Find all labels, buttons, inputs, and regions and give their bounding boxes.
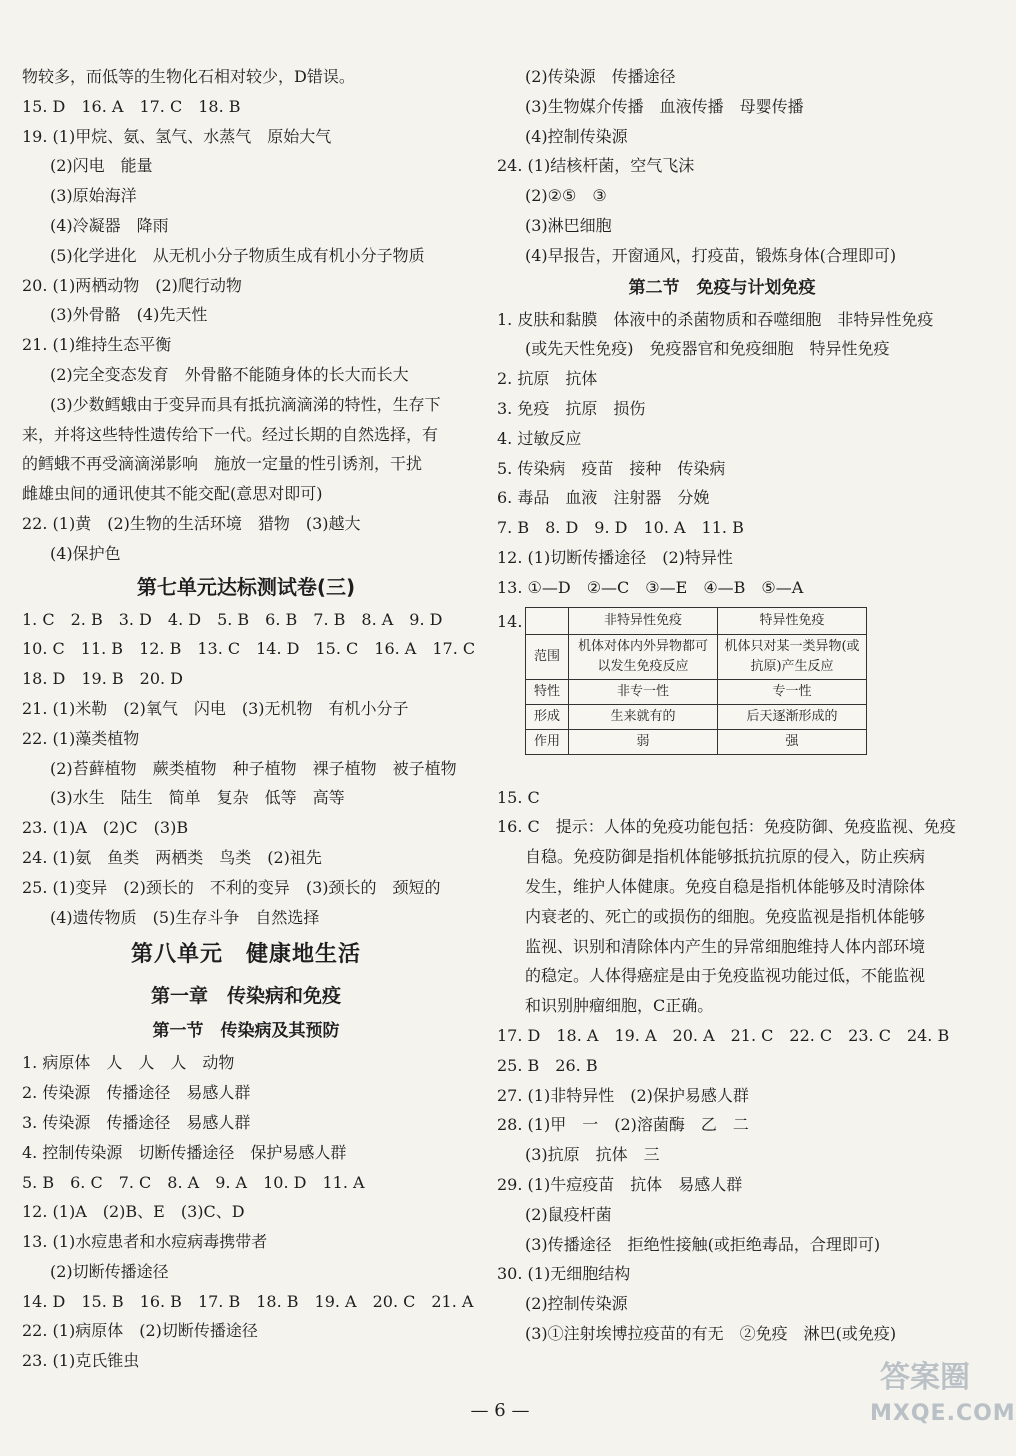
answer-line: (3)水生 陆生 简单 复杂 低等 高等 <box>50 788 345 808</box>
answer-line: (4)控制传染源 <box>525 126 628 146</box>
table-cell: 范围 <box>526 634 569 679</box>
table-row <box>526 729 867 754</box>
answer-line: 25. B 26. B <box>497 1055 598 1075</box>
answer-line: 18. D 19. B 20. D <box>22 669 184 689</box>
answer-line: 6. 毒品 血液 注射器 分娩 <box>497 488 710 508</box>
answer-line: 22. (1)黄 (2)生物的生活环境 猎物 (3)越大 <box>22 513 361 533</box>
right-answers-part2 <box>497 364 947 602</box>
answer-line: 发生，维护人体健康。免疫自稳是指机体能够及时清除体 <box>525 876 926 896</box>
immunity-table-block <box>497 607 947 783</box>
answer-line: 内衰老的、死亡的或损伤的细胞。免疫监视是指机体能够 <box>525 906 926 926</box>
answer-line: (2)完全变态发育 外骨骼不能随身体的长大而长大 <box>50 364 409 384</box>
answer-line: 和识别肿瘤细胞，C正确。 <box>525 996 714 1016</box>
answer-line: (2)闪电 能量 <box>50 156 153 176</box>
answer-line: 19. (1)甲烷、氨、氢气、水蒸气 原始大气 <box>22 126 332 146</box>
answer-line: 22. (1)藻类植物 <box>22 728 140 748</box>
answer-line: 的稳定。人体得癌症是由于免疫监视功能过低，不能监视 <box>525 966 926 986</box>
answer-line: (2)苔藓植物 蕨类植物 种子植物 裸子植物 被子植物 <box>50 758 457 778</box>
answer-line: 28. (1)甲 一 (2)溶菌酶 乙 二 <box>497 1115 749 1135</box>
table-question-number: 14. <box>497 611 523 631</box>
answer-line: 15. C <box>497 787 540 807</box>
right-answers-part1 <box>497 62 947 271</box>
answer-line: (4)保护色 <box>50 543 121 563</box>
answer-line: 3. 传染源 传播途径 易感人群 <box>22 1112 251 1132</box>
answer-line: 来，并将这些特性遗传给下一代。经过长期的自然选择，有 <box>22 424 439 444</box>
answer-line: 29. (1)牛痘疫苗 抗体 易感人群 <box>497 1174 743 1194</box>
left-answers-part1 <box>22 62 470 569</box>
answer-line: 27. (1)非特异性 (2)保护易感人群 <box>497 1085 749 1105</box>
answer-line: (3)传播途径 拒绝性接触(或拒绝毒品，合理即可) <box>525 1234 881 1254</box>
answer-16-explanation <box>497 812 956 1021</box>
section1-title: 第一节 传染病及其预防 <box>152 1021 340 1042</box>
watermark-url: MXQE.COM <box>870 1401 1016 1426</box>
answer-line: 7. B 8. D 9. D 10. A 11. B <box>497 518 744 538</box>
answer-line: 20. (1)两栖动物 (2)爬行动物 <box>22 275 242 295</box>
answer-line: 21. (1)维持生态平衡 <box>22 335 172 355</box>
answer-line: 监视、识别和清除体内产生的异常细胞维持人体内部环境 <box>525 936 926 956</box>
table-cell: 机体对体内外异物都可以发生免疫反应 <box>569 634 718 679</box>
answer-line: (2)切断传播途径 <box>50 1261 169 1281</box>
answer-line: 23. (1)A (2)C (3)B <box>22 818 189 838</box>
table-cell: 非专一性 <box>569 679 718 704</box>
answer-line: (4)早报告，开窗通风，打疫苗，锻炼身体(合理即可) <box>525 245 897 265</box>
right-column <box>497 62 956 1349</box>
watermark-text: 答案圈 <box>880 1360 970 1395</box>
answer-line: 自稳。免疫防御是指机体能够抵抗抗原的侵入，防止疾病 <box>525 847 926 867</box>
answer-line: 30. (1)无细胞结构 <box>497 1264 631 1284</box>
answer-line: 5. B 6. C 7. C 8. A 9. A 10. D 11. A <box>22 1172 365 1192</box>
table-row <box>526 704 867 729</box>
answer-line: 12. (1)切断传播途径 (2)特异性 <box>497 547 733 567</box>
answer-line: 12. (1)A (2)B、E (3)C、D <box>22 1202 245 1222</box>
answer-line: 1. C 2. B 3. D 4. D 5. B 6. B 7. B 8. A 9. D <box>22 609 443 629</box>
answer-line: 17. D 18. A 19. A 20. A 21. C 22. C 23. C 24. B <box>497 1025 950 1045</box>
answer-line: 15. D 16. A 17. C 18. B <box>22 96 241 116</box>
left-answers-part3 <box>22 1048 474 1376</box>
table-cell: 形成 <box>526 704 569 729</box>
table-row <box>526 679 867 704</box>
unit8-title: 第八单元 健康地生活 <box>130 942 361 968</box>
answer-line: (或先天性免疫) 免疫器官和免疫细胞 特异性免疫 <box>525 339 890 359</box>
answer-line: 23. (1)克氏锥虫 <box>22 1351 140 1371</box>
site-watermark-logo <box>870 1360 1016 1440</box>
answer-line: 16. C 提示：人体的免疫功能包括：免疫防御、免疫监视、免疫 <box>497 817 956 837</box>
answer-line: 4. 控制传染源 切断传播途径 保护易感人群 <box>22 1142 347 1162</box>
chapter1-title: 第一章 传染病和免疫 <box>150 985 341 1008</box>
answer-line: 2. 抗原 抗体 <box>497 369 598 389</box>
table-cell: 生来就有的 <box>569 704 718 729</box>
table-cell: 特性 <box>526 679 569 704</box>
answer-line: 4. 过敏反应 <box>497 428 582 448</box>
answer-line: (3)抗原 抗体 三 <box>525 1145 660 1165</box>
answer-line: 10. C 11. B 12. B 13. C 14. D 15. C 16. A 17. C <box>22 639 476 659</box>
table-cell: 后天逐渐形成的 <box>718 704 867 729</box>
answer-line: 21. (1)米勒 (2)氧气 闪电 (3)无机物 有机小分子 <box>22 698 409 718</box>
unit7-test-title: 第七单元达标测试卷(三) <box>136 574 356 599</box>
answer-line: 1. 病原体 人 人 人 动物 <box>22 1053 235 1073</box>
answer-line: (5)化学进化 从无机小分子物质生成有机小分子物质 <box>50 245 425 265</box>
table-header-cell: 非特异性免疫 <box>569 607 718 634</box>
answer-line: 22. (1)病原体 (2)切断传播途径 <box>22 1321 258 1341</box>
answer-line: (2)传染源 传播途径 <box>525 67 676 86</box>
answer-line: (4)遗传物质 (5)生存斗争 自然选择 <box>50 907 320 927</box>
table-cell: 专一性 <box>718 679 867 704</box>
table-header-cell: 特异性免疫 <box>718 607 867 634</box>
answer-line: 13. ①—D ②—C ③—E ④—B ⑤—A <box>497 577 804 597</box>
left-column <box>22 62 476 1376</box>
answer-line: (3)淋巴细胞 <box>525 215 612 235</box>
answer-line: (3)少数鳕蛾由于变异而具有抵抗滴滴涕的特性，生存下 <box>50 394 441 414</box>
answer-line: (3)原始海洋 <box>50 186 137 206</box>
table-header-cell <box>526 607 569 634</box>
answer-line: (4)冷凝器 降雨 <box>50 215 169 235</box>
table-row <box>526 634 867 679</box>
page-number: — 6 — <box>470 1400 530 1421</box>
answer-line: 24. (1)氨 鱼类 两栖类 鸟类 (2)祖先 <box>22 847 322 867</box>
answer-line: (2)鼠疫杆菌 <box>525 1204 612 1224</box>
answer-line: 的鳕蛾不再受滴滴涕影响 施放一定量的性引诱剂，干扰 <box>22 454 423 474</box>
table-cell: 机体只对某一类异物(或抗原)产生反应 <box>718 634 867 679</box>
answer-line: (2)②⑤ ③ <box>525 186 607 206</box>
table-cell: 作用 <box>526 729 569 754</box>
table-cell: 弱 <box>569 729 718 754</box>
answer-line: 14. D 15. B 16. B 17. B 18. B 19. A 20. C 21. A <box>22 1291 474 1311</box>
answer-line: 3. 免疫 抗原 损伤 <box>497 398 646 418</box>
answer-line: 24. (1)结核杆菌，空气飞沫 <box>497 156 695 176</box>
table-cell: 强 <box>718 729 867 754</box>
answer-line: (3)生物媒介传播 血液传播 母婴传播 <box>525 96 804 116</box>
answer-line: (3)外骨骼 (4)先天性 <box>50 305 208 325</box>
answer-line: (2)控制传染源 <box>525 1294 628 1314</box>
section2-title: 第二节 免疫与计划免疫 <box>628 277 816 298</box>
answer-line: 雌雄虫间的通讯使其不能交配(意思对即可) <box>22 484 323 504</box>
answer-line: 1. 皮肤和黏膜 体液中的杀菌物质和吞噬细胞 非特异性免疫 <box>497 309 934 329</box>
right-answers-part3 <box>497 1021 950 1349</box>
answer-line: 物较多，而低等的生物化石相对较少，D错误。 <box>22 67 355 86</box>
answer-line: 2. 传染源 传播途径 易感人群 <box>22 1083 251 1103</box>
answer-line: 25. (1)变异 (2)颈长的 不利的变异 (3)颈长的 颈短的 <box>22 877 441 897</box>
left-answers-part2 <box>22 605 476 933</box>
immunity-comparison-table <box>525 607 867 755</box>
answer-line: (3)①注射埃博拉疫苗的有无 ②免疫 淋巴(或免疫) <box>525 1323 897 1343</box>
answer-line: 5. 传染病 疫苗 接种 传染病 <box>497 458 726 478</box>
answer-line: 13. (1)水痘患者和水痘病毒携带者 <box>22 1232 268 1252</box>
